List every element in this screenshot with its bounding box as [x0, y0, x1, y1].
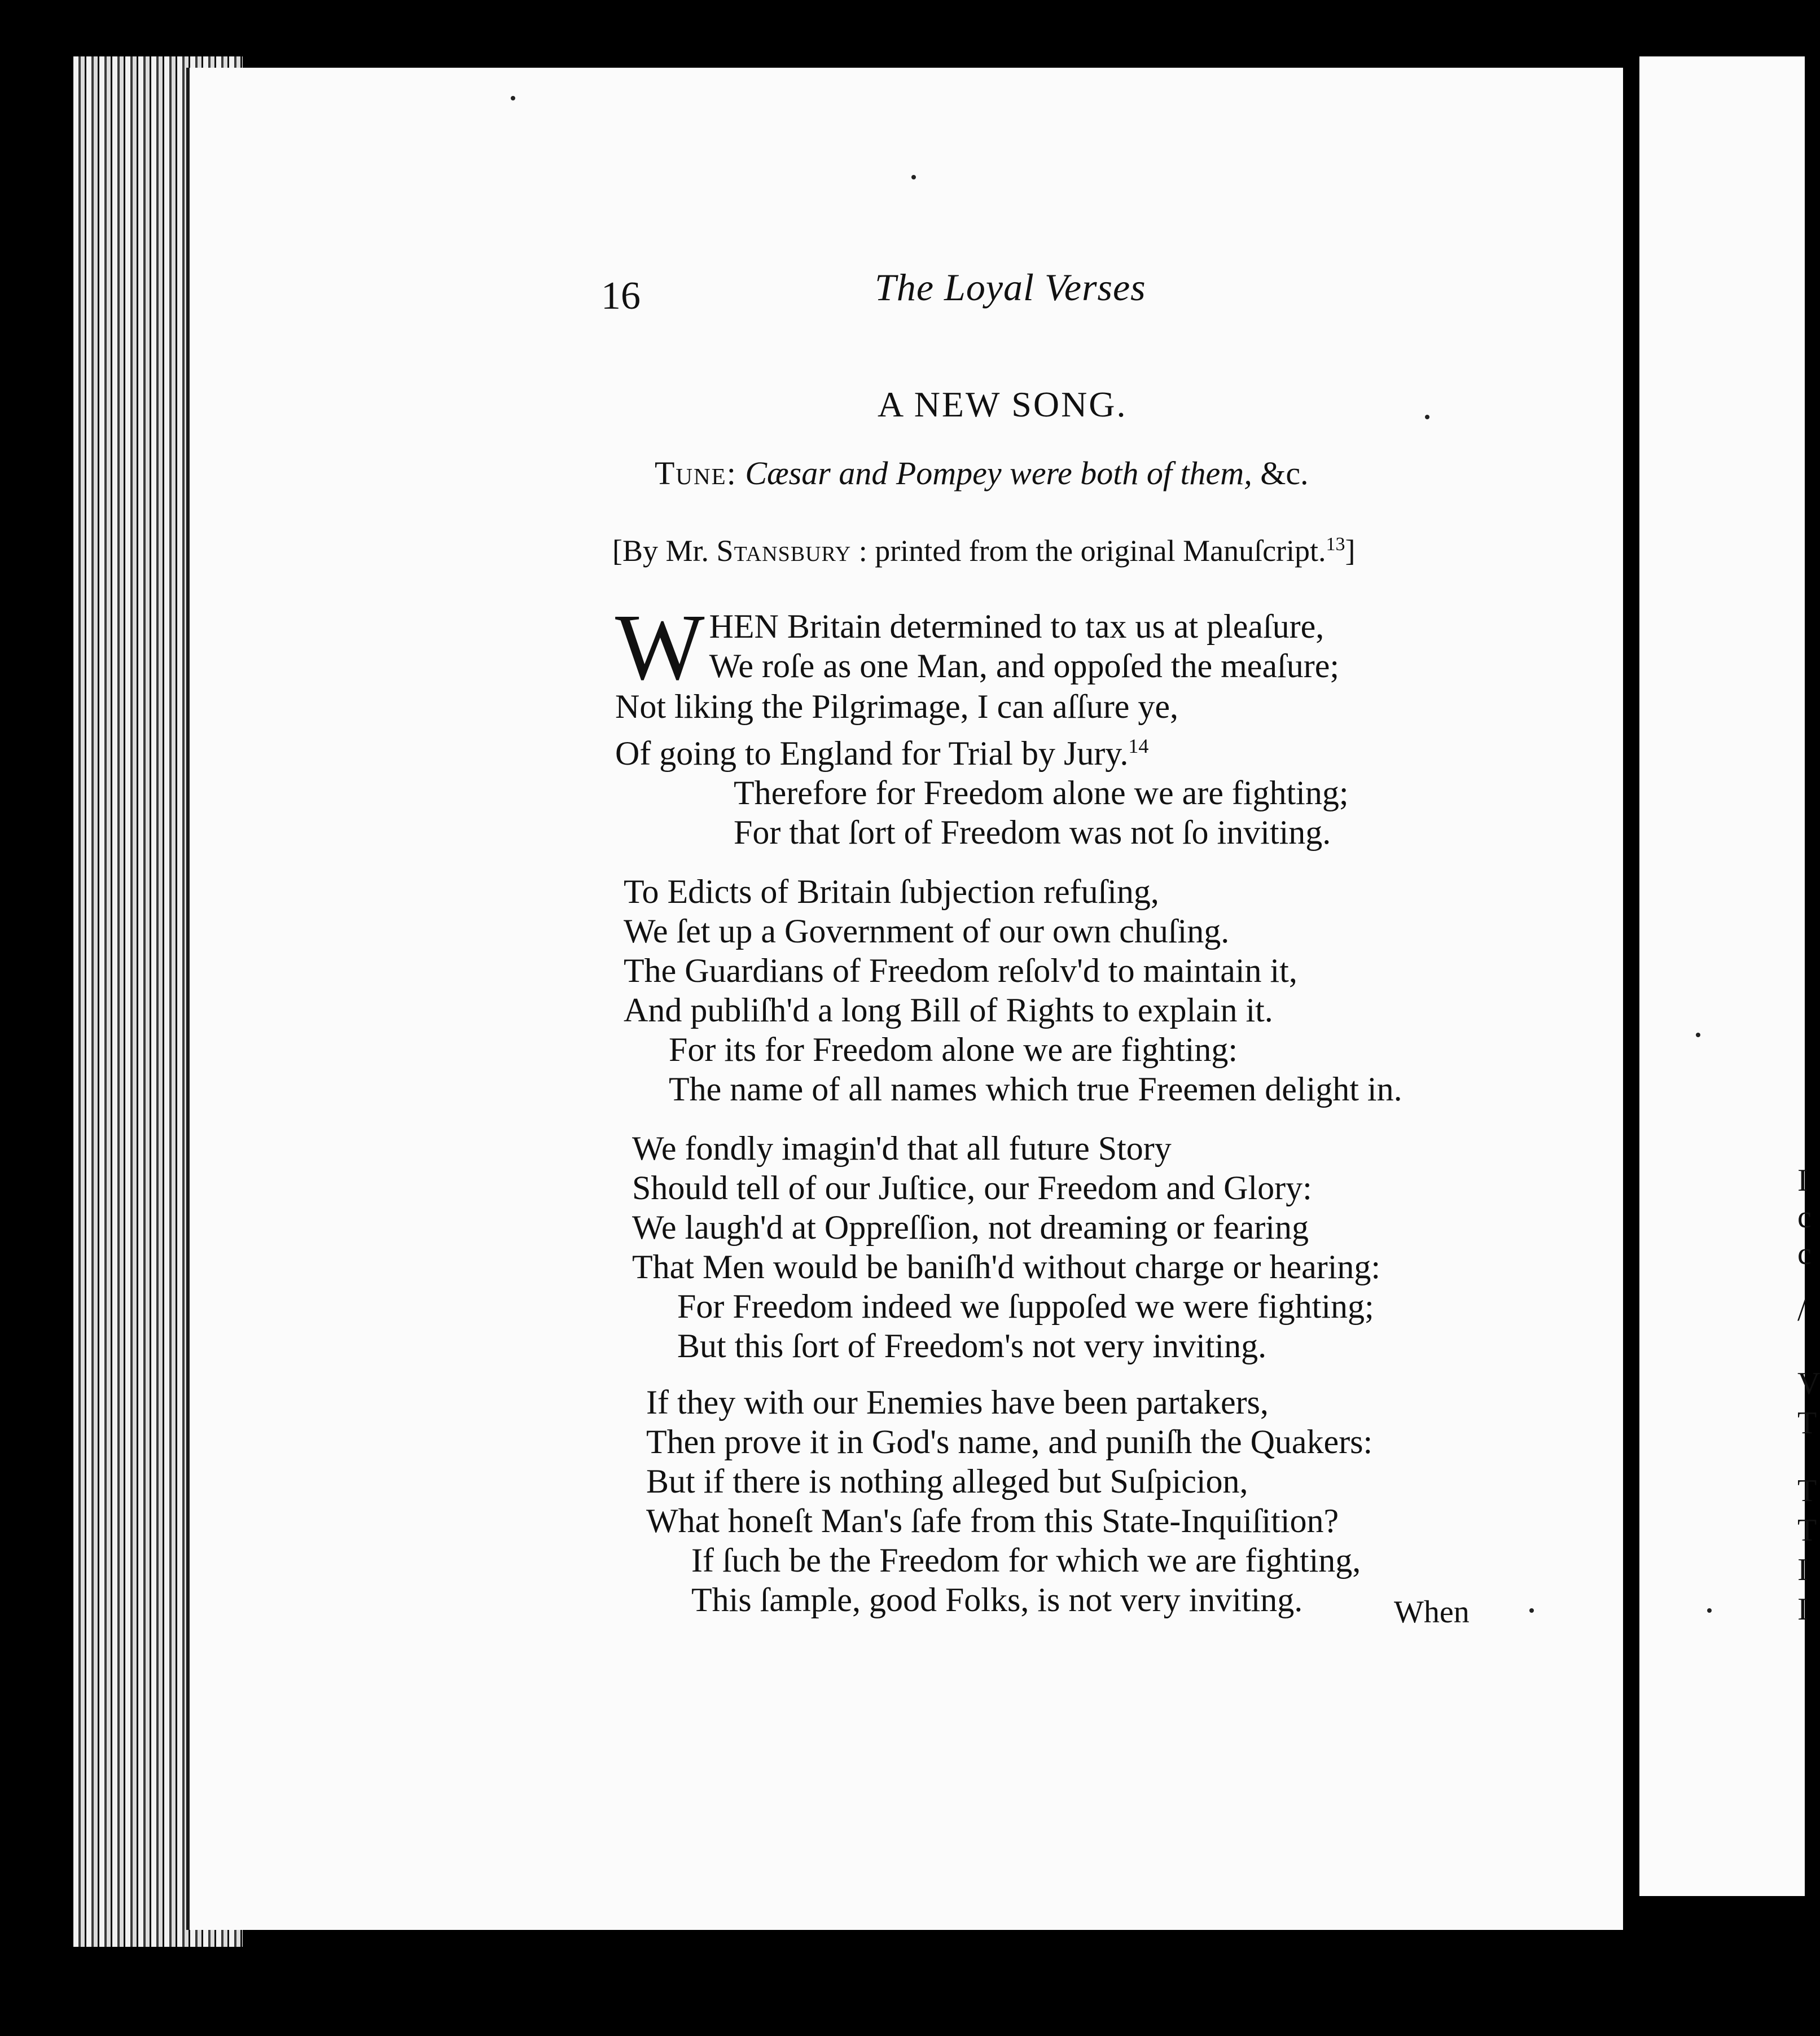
drop-cap: W: [615, 595, 705, 700]
verse-line: We ſet up a Government of our own chuſing.: [624, 912, 1230, 950]
facing-fragment: c: [1797, 1200, 1812, 1235]
stanza-3: [632, 1129, 1380, 1366]
verse-line: But if there is nothing alleged but Suſpicion,: [646, 1463, 1248, 1500]
attribution-name: Stansbury: [716, 534, 852, 568]
speck: [1425, 415, 1429, 419]
stanza-1: [615, 595, 1349, 852]
attribution-close: ]: [1345, 534, 1356, 568]
verse-line: [615, 726, 1349, 773]
speck: [1707, 1608, 1712, 1613]
verse-line: We fondly imagin'd that all future Story: [632, 1130, 1172, 1167]
verse-line: We laugh'd at Oppreſſion, not dreaming or fearing: [632, 1209, 1309, 1246]
verse-line: The Guardians of Freedom reſolv'd to maintain it,: [624, 952, 1297, 989]
verse-line: This ſample, good Folks, is not very inviting.: [691, 1581, 1303, 1618]
verse-line: Therefore for Freedom alone we are fighting;: [734, 774, 1349, 811]
verse-text: Of going to England for Trial by Jury.: [615, 735, 1129, 772]
verse-line: For Freedom indeed we ſuppoſed we were fighting;: [677, 1288, 1374, 1325]
footnote-ref: 14: [1128, 735, 1149, 757]
tune-text: Cæsar and Pompey were both of them,: [745, 455, 1252, 492]
verse-line: That Men would be baniſh'd without charge or hearing:: [632, 1248, 1381, 1285]
verse-line: If ſuch be the Freedom for which we are fighting,: [691, 1542, 1361, 1579]
facing-fragment: V: [1797, 1366, 1820, 1401]
facing-fragment: T: [1797, 1513, 1817, 1548]
verse-line: What honeſt Man's ſafe from this State-Inquiſition?: [646, 1502, 1339, 1539]
facing-fragment: T: [1797, 1406, 1817, 1441]
page-number: 16: [601, 274, 641, 318]
verse-line: For its for Freedom alone we are fighting:: [669, 1031, 1238, 1068]
running-head: The Loyal Verses: [875, 266, 1146, 309]
facing-fragment: /: [1797, 1293, 1806, 1328]
facing-fragment: I: [1797, 1163, 1808, 1198]
speck: [511, 96, 515, 100]
attribution-open: [By Mr.: [612, 534, 709, 568]
speck: [911, 175, 916, 179]
verse-line: For that ſort of Freedom was not ſo inviting.: [734, 814, 1331, 851]
catchword: When: [1394, 1595, 1470, 1630]
verse-line: If they with our Enemies have been partakers,: [646, 1384, 1269, 1421]
footnote-ref: 13: [1326, 534, 1345, 555]
stanza-2: [624, 872, 1402, 1109]
verse-line: The name of all names which true Freemen delight in.: [669, 1070, 1402, 1108]
tune-label: Tune:: [655, 455, 737, 492]
verse-line: Not liking the Pilgrimage, I can aſſure ye,: [615, 688, 1179, 725]
facing-fragment: I: [1797, 1552, 1808, 1587]
verse-line: Then prove it in God's name, and puniſh the Quakers:: [646, 1423, 1373, 1460]
verse-line: HEN Britain determined to tax us at pleaſure,: [709, 608, 1325, 645]
verse-line: And publiſh'd a long Bill of Rights to explain it.: [624, 991, 1273, 1029]
right-page-edge: [1639, 56, 1805, 1896]
song-title: A NEW SONG.: [878, 384, 1128, 424]
verse-line: To Edicts of Britain ſubjection refuſing,: [624, 873, 1159, 910]
stanza-4: [646, 1383, 1372, 1620]
speck: [1529, 1608, 1534, 1613]
verse-line: We roſe as one Man, and oppoſed the meaſure;: [709, 647, 1340, 684]
tune-etc: &c.: [1260, 455, 1309, 492]
facing-fragment: I: [1797, 1592, 1808, 1627]
verse-line: Should tell of our Juſtice, our Freedom and Glory:: [632, 1169, 1312, 1206]
speck: [1696, 1033, 1700, 1037]
attribution-rest: : printed from the original Manuſcript.: [858, 534, 1326, 568]
facing-fragment: T: [1797, 1473, 1817, 1508]
verse-line: But this ſort of Freedom's not very inviting.: [677, 1327, 1267, 1364]
tune-line: [655, 454, 1309, 492]
attribution: [612, 533, 1356, 568]
facing-fragment: c: [1797, 1236, 1812, 1271]
